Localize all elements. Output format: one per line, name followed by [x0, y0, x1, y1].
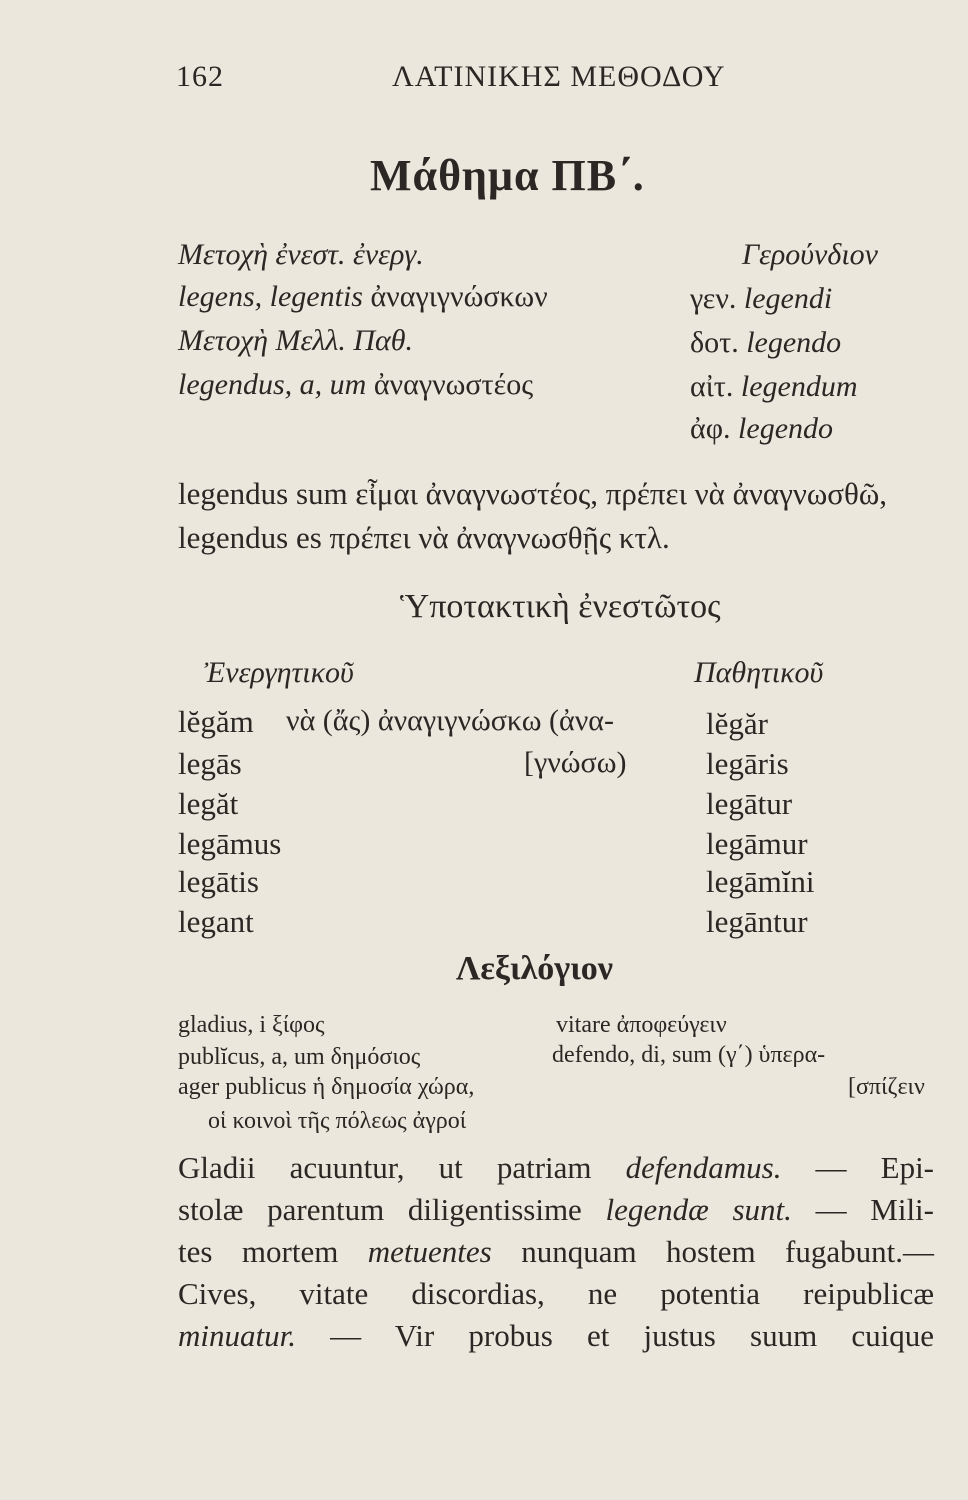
vocabulary-entry: ager publicus ἡ δημοσία χώρα,: [178, 1074, 475, 1100]
exercise-emphasis: minuatur.: [178, 1318, 296, 1353]
exercise-line: [178, 1234, 934, 1270]
gerund-form: legendum: [740, 370, 858, 403]
active-voice-heading: Ἐνεργητικοῦ: [204, 656, 354, 689]
vocabulary-entry: οἱ κοινοὶ τῆς πόλεως ἀγροί: [208, 1108, 467, 1134]
gerund-case: γεν.: [690, 282, 737, 315]
gerund-row: [690, 412, 833, 446]
gerund-case: δοτ.: [690, 326, 739, 359]
active-form: legant: [178, 904, 254, 939]
active-form: legātis: [178, 864, 259, 899]
exercise-line: [178, 1150, 934, 1186]
exercise-line: [178, 1192, 934, 1228]
active-form: lĕgăm: [178, 704, 254, 739]
periphrastic-line-2: legendus es πρέπει νὰ ἀναγνωσθῇς κτλ.: [178, 520, 670, 555]
gerund-form: legendo: [746, 326, 842, 359]
exercise-text: nunquam hostem fugabunt.—: [491, 1234, 934, 1269]
periphrastic-line-1: legendus sum εἶμαι ἀναγνωστέος, πρέπει νὰ ἀναγνωσθῶ,: [178, 476, 888, 511]
exercise-emphasis: defendamus.: [625, 1150, 782, 1185]
subjunctive-heading: Ὑποτακτικὴ ἐνεστῶτος: [400, 588, 721, 625]
gerund-case: ἀφ.: [690, 412, 731, 445]
gerund-form: legendo: [738, 412, 834, 445]
exercise-text: stolæ parentum diligentissime: [178, 1192, 606, 1227]
vocabulary-entry: gladius, i ξίφος: [178, 1012, 325, 1038]
running-title: ΛΑΤΙΝΙΚΗΣ ΜΕΘΟΔΟΥ: [392, 60, 726, 93]
gerund-case: αἰτ.: [690, 370, 734, 403]
active-form: legăt: [178, 786, 239, 821]
page-number: 162: [176, 60, 224, 93]
passive-voice-heading: Παθητικοῦ: [694, 656, 824, 689]
passive-form: legāris: [706, 746, 789, 781]
exercise-line: Cives, vitate discordias, ne potentia reipublicæ: [178, 1276, 934, 1311]
future-participle-heading: Μετοχὴ Μελλ. Παθ.: [178, 324, 413, 357]
vocabulary-entry: vitare ἀποφεύγειν: [556, 1012, 727, 1038]
vocabulary-entry: defendo, di, sum (γ΄) ὑπερα-: [552, 1042, 826, 1068]
present-participle-line: [178, 280, 548, 314]
lesson-title: Μάθημα ΠΒ΄.: [370, 151, 645, 200]
gerund-row: [690, 282, 832, 316]
gerund-form: legendi: [743, 282, 833, 315]
exercise-emphasis: metuentes: [367, 1234, 492, 1269]
exercise-text: tes mortem: [178, 1234, 368, 1269]
vocabulary-entry: publĭcus, a, um δημόσιος: [178, 1044, 421, 1070]
exercise-text: — Epi-: [781, 1150, 935, 1185]
present-participle-heading: Μετοχὴ ἐνεστ. ἐνεργ.: [178, 238, 424, 271]
exercise-text: — Vir probus et justus suum cuique: [296, 1318, 934, 1353]
passive-form: legāmĭni: [706, 864, 815, 899]
vocabulary-heading: Λεξιλόγιον: [456, 950, 613, 987]
gerund-heading: Γερούνδιον: [742, 238, 878, 271]
exercise-line: [178, 1318, 934, 1354]
passive-form: legāntur: [706, 904, 808, 939]
active-gloss-continued: [γνώσω): [524, 746, 627, 779]
active-form: legās: [178, 746, 242, 781]
passive-form: legātur: [706, 786, 793, 821]
exercise-emphasis: legendæ sunt.: [605, 1192, 792, 1227]
present-participle-greek: ἀναγιγνώσκων: [370, 280, 548, 313]
passive-form: legāmur: [706, 826, 808, 861]
future-participle-greek: ἀναγνωστέος: [373, 368, 534, 401]
passive-form: lĕgăr: [706, 706, 768, 741]
future-participle-line: [178, 368, 533, 402]
exercise-text: Gladii acuuntur, ut patriam: [178, 1150, 626, 1185]
gerund-row: [690, 370, 858, 404]
active-gloss: νὰ (ἄς) ἀναγιγνώσκω (ἀνα-: [286, 704, 615, 737]
future-participle-latin: legendus, a, um: [178, 368, 367, 401]
present-participle-latin: legens, legentis: [178, 280, 363, 313]
active-form: legāmus: [178, 826, 282, 861]
vocabulary-entry-continued: [σπίζειν: [848, 1074, 925, 1100]
gerund-row: [690, 326, 841, 360]
exercise-text: — Mili-: [791, 1192, 934, 1227]
